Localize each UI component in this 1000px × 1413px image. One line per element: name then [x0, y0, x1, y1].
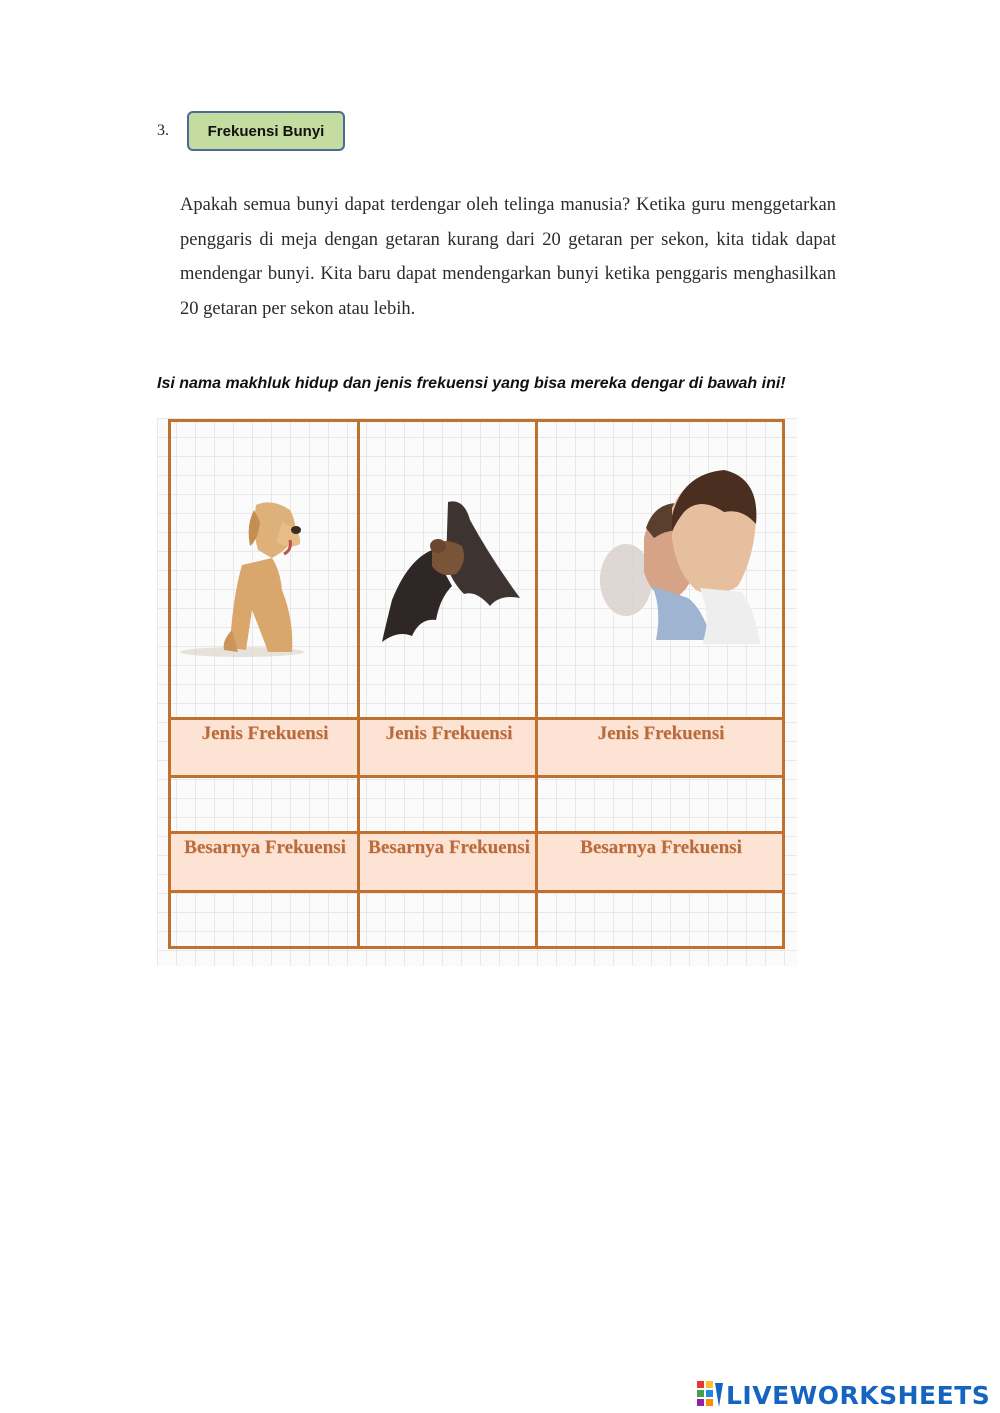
table-divider — [357, 419, 360, 949]
dog-size-label: Besarnya Frekuensi — [184, 837, 346, 858]
table-divider — [168, 717, 785, 720]
dog-type-label: Jenis Frekuensi — [201, 723, 329, 744]
answer-table — [168, 419, 785, 949]
liveworksheets-logo-icon — [697, 1381, 723, 1409]
dog-size-answer-field[interactable] — [171, 893, 357, 946]
bat-type-answer-field[interactable] — [360, 778, 535, 831]
topic-badge: Frekuensi Bunyi — [187, 111, 345, 151]
intro-paragraph: Apakah semua bunyi dapat terdengar oleh telinga manusia? Ketika guru menggetarkan penggaris di meja dengan getaran kurang dari 20 getaran per sekon, kita tidak dapat mendengar bunyi. Kita baru dapat mendengarkan bunyi ketika penggaris menghasilkan 20 getaran per sekon atau lebih. — [180, 195, 836, 319]
dog-type-answer-field[interactable] — [171, 778, 357, 831]
logo-text: LIVEWORKSHEETS — [726, 1380, 991, 1410]
humans-type-label: Jenis Frekuensi — [597, 723, 725, 744]
bat-size-label: Besarnya Frekuensi — [368, 837, 530, 858]
bat-size-answer-field[interactable] — [360, 893, 535, 946]
question-number: 3. — [157, 122, 169, 139]
humans-type-answer-field[interactable] — [538, 778, 782, 831]
humans-size-label: Besarnya Frekuensi — [580, 837, 742, 858]
humans-size-answer-field[interactable] — [538, 893, 782, 946]
table-divider — [535, 419, 538, 949]
instruction-text: Isi nama makhluk hidup dan jenis frekuensi yang bisa mereka dengar di bawah ini! — [157, 375, 786, 392]
bat-type-label: Jenis Frekuensi — [385, 723, 513, 744]
table-divider — [168, 831, 785, 834]
liveworksheets-logo — [697, 1378, 990, 1412]
